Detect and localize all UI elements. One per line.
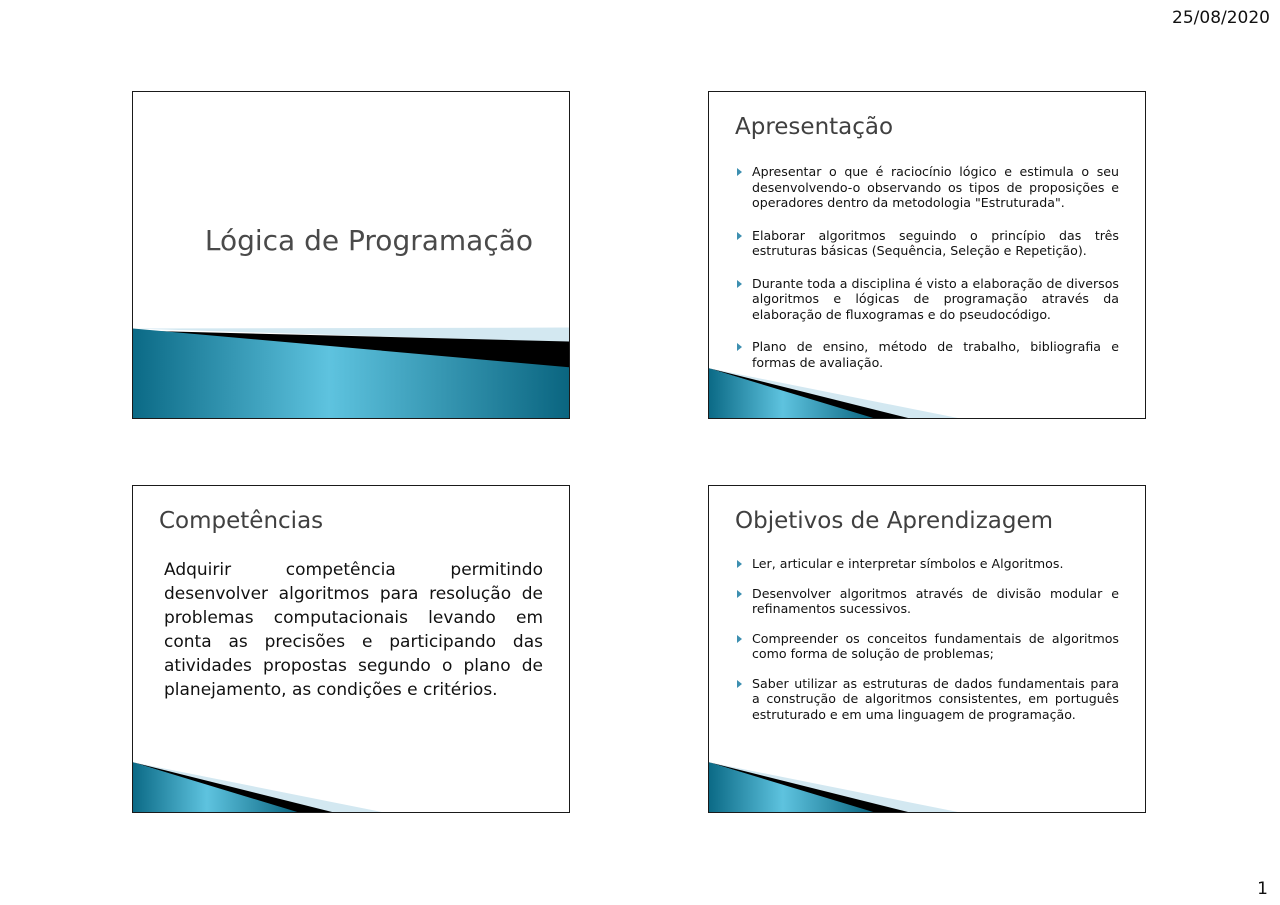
slide-heading: Objetivos de Aprendizagem xyxy=(735,508,1054,534)
list-item: Ler, articular e interpretar símbolos e Algoritmos. xyxy=(735,556,1119,572)
bullet-list xyxy=(735,164,1119,387)
list-item: Desenvolver algoritmos através de divisão modular e refinamentos sucessivos. xyxy=(735,586,1119,617)
list-item: Elaborar algoritmos seguindo o princípio das três estruturas básicas (Sequência, Seleção e Repetição). xyxy=(735,228,1119,259)
slide-competencias xyxy=(132,485,570,813)
bullet-arrow-icon xyxy=(737,590,742,598)
list-item: Saber utilizar as estruturas de dados fundamentais para a construção de algoritmos consistentes, em português estruturado e em uma linguagem de programação. xyxy=(735,676,1119,723)
bullet-arrow-icon xyxy=(737,232,742,240)
slide-heading: Apresentação xyxy=(735,114,894,140)
bullet-arrow-icon xyxy=(737,168,742,176)
list-item: Plano de ensino, método de trabalho, bibliografia e formas de avaliação. xyxy=(735,339,1119,370)
bullet-arrow-icon xyxy=(737,343,742,351)
bullet-arrow-icon xyxy=(737,635,742,643)
slide-paragraph: Adquirir competência permitindo desenvolver algoritmos para resolução de problemas computacionais levando em conta as precisões e participando das atividades propostas segundo o plano de planejamento, as condições e critérios. xyxy=(164,560,543,700)
bullet-arrow-icon xyxy=(737,280,742,288)
slide-objetivos xyxy=(708,485,1146,813)
list-item: Durante toda a disciplina é visto a elaboração de diversos algoritmos e lógicas de programação através da elaboração de fluxogramas e do pseudocódigo. xyxy=(735,276,1119,323)
list-item: Apresentar o que é raciocínio lógico e estimula o seu desenvolvendo-o observando os tipos de proposições e operadores dentro da metodologia "Estruturada". xyxy=(735,164,1119,211)
bullet-arrow-icon xyxy=(737,560,742,568)
bullet-arrow-icon xyxy=(737,680,742,688)
page-number: 1 xyxy=(1257,879,1268,899)
list-item: Compreender os conceitos fundamentais de algoritmos como forma de solução de problemas; xyxy=(735,631,1119,662)
slide-apresentacao xyxy=(708,91,1146,419)
bullet-list xyxy=(735,556,1119,736)
header-date: 25/08/2020 xyxy=(1172,8,1270,28)
presentation-title: Lógica de Programação xyxy=(204,224,533,257)
slide-title xyxy=(132,91,570,419)
slide-heading: Competências xyxy=(159,508,324,534)
